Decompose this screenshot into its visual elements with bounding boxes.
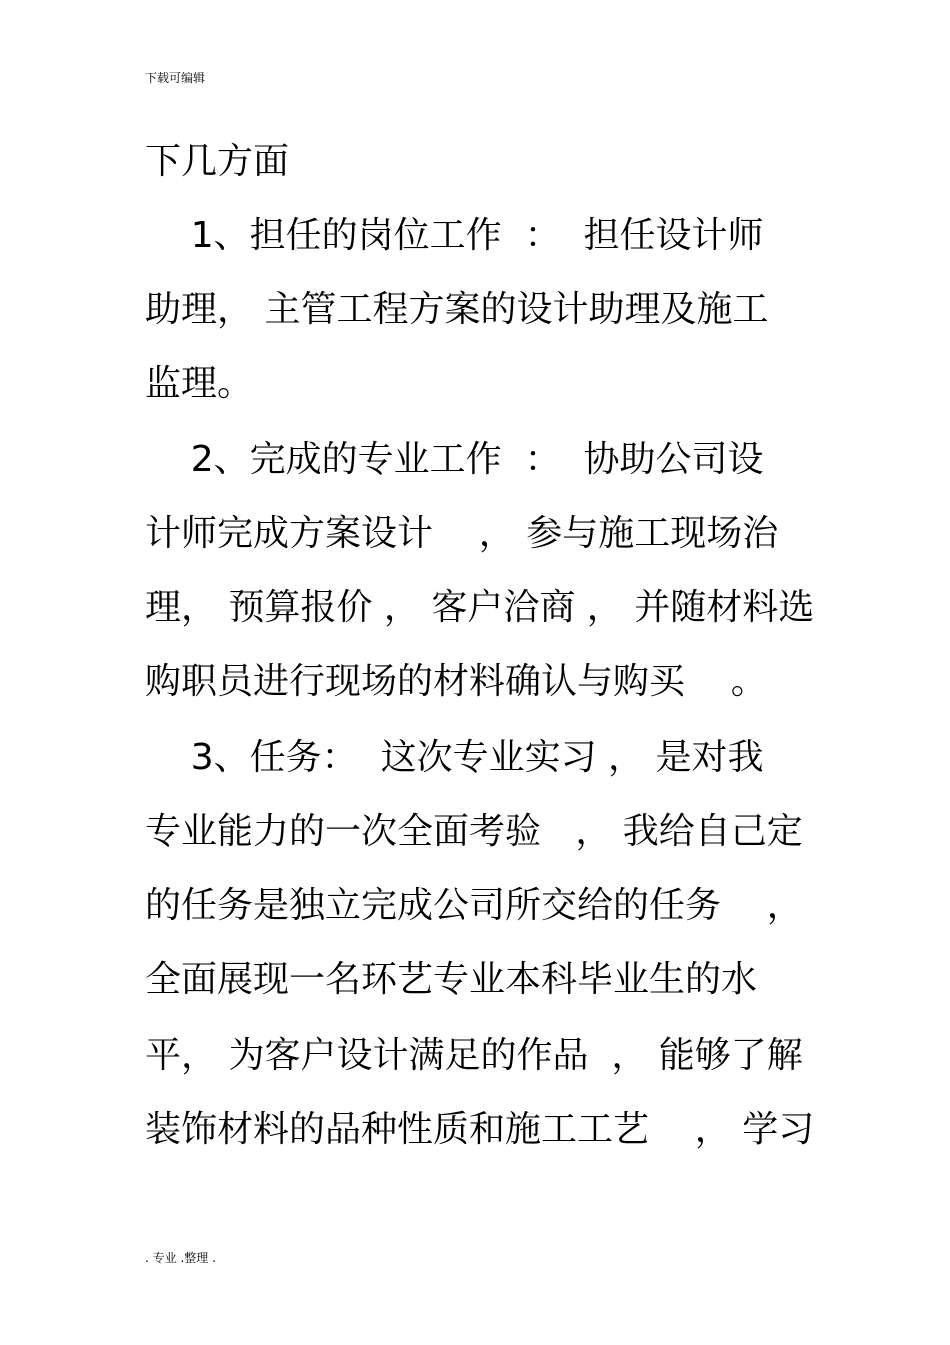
text-line-12: 全面展现一名环艺专业本科毕业生的水 bbox=[145, 959, 758, 1000]
text-line-9: 3、任务： 这次专业实习 ， 是对我 bbox=[145, 737, 764, 778]
text-line-4: 监理。 bbox=[145, 363, 254, 404]
text-line-10: 专业能力的一次全面考验 ， 我给自己定 bbox=[145, 811, 803, 852]
text-line-14: 装饰材料的品种性质和施工工艺 ， 学习 bbox=[145, 1109, 815, 1150]
text-line-5: 2、完成的专业工作 ： 协助公司设 bbox=[145, 439, 764, 480]
text-line-13: 平， 为客户设计满足的作品 ， 能够了解 bbox=[145, 1035, 803, 1076]
page-footer: . 专业 .整理 . bbox=[145, 1251, 216, 1265]
page-header: 下载可编辑 bbox=[145, 71, 206, 85]
text-line-8: 购职员进行现场的材料确认与购买 。 bbox=[145, 661, 767, 702]
text-line-2: 1、担任的岗位工作 ： 担任设计师 bbox=[145, 215, 764, 256]
text-line-6: 计师完成方案设计 ， 参与施工现场治 bbox=[145, 513, 779, 554]
text-line-3: 助理， 主管工程方案的设计助理及施工 bbox=[145, 289, 769, 330]
text-line-1: 下几方面 bbox=[145, 141, 290, 182]
text-line-11: 的任务是独立完成公司所交给的任务 ， bbox=[145, 885, 803, 926]
text-line-7: 理， 预算报价 ， 客户洽商 ， 并随材料选 bbox=[145, 587, 815, 628]
